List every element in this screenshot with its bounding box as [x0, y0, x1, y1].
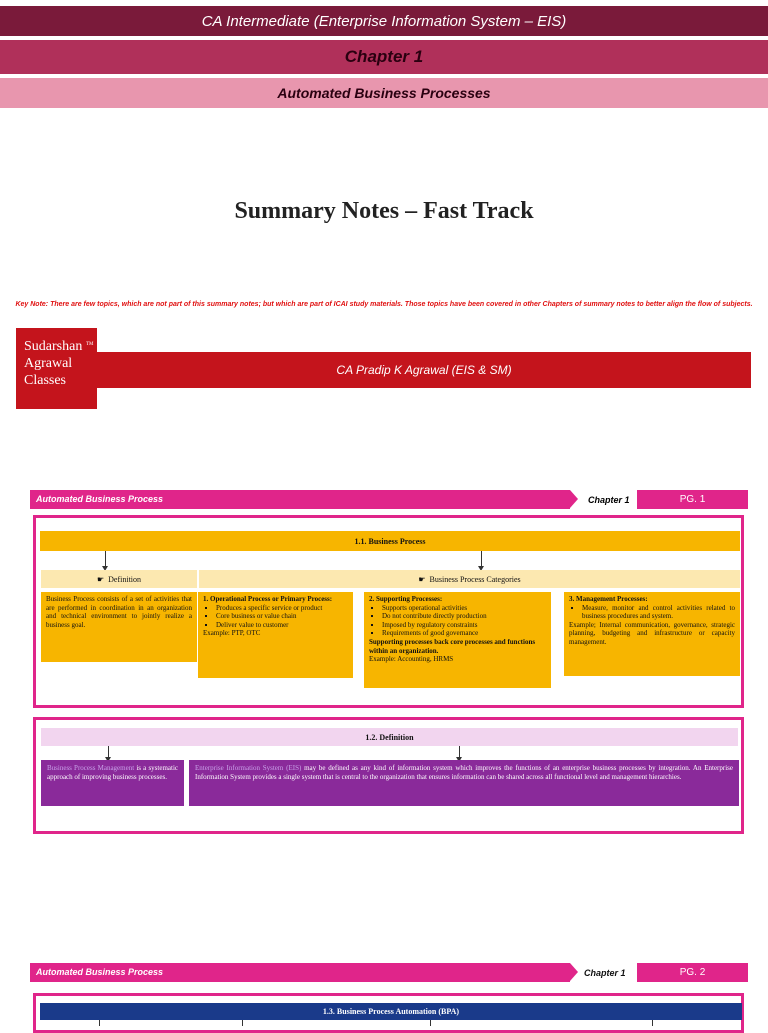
management-process-box — [564, 592, 740, 676]
definition-box — [41, 592, 197, 662]
page2-chapter-label: Chapter 1 — [584, 968, 626, 978]
page2-page-number: PG. 2 — [637, 963, 748, 982]
bpm-term: Business Process Management — [47, 764, 135, 772]
logo-line-1: Sudarshan — [24, 339, 83, 354]
arrow-definition — [105, 551, 106, 567]
key-note: Key Note: There are few topics, which are not part of this summary notes; but which are part of ICAI study materials. Those topics have been covered in other Chapters of summary notes to better align the flow of subjects. — [15, 301, 753, 308]
chapter-title: Chapter 1 — [344, 47, 424, 66]
topic-banner — [0, 78, 768, 108]
logo-line-3: Classes — [24, 373, 66, 388]
list-item: ▪ Measure, monitor and control activities related to business procedures and system. — [582, 604, 735, 621]
section-1-2-title: 1.2. Definition — [41, 728, 738, 746]
supporting-title: 2. Supporting Processes: — [369, 595, 443, 603]
page1-header: Automated Business Process — [30, 490, 570, 509]
list-item: ▪ Supports operational activities — [382, 604, 546, 613]
section-1-3-title: 1.3. Business Process Automation (BPA) — [40, 1003, 742, 1020]
definition-text: Business Process consists of a set of activities that are performed in coordination in an organization and technical environment to jointly realize a business goal. — [46, 595, 192, 629]
eis-text: may be defined as any kind of information system which improves the functions of an enterprise business processes by integration. An Enterprise Information System provides a single system that is central to the organization that ensures information can be shared across all functional level and management hierarchies. — [195, 764, 733, 781]
connector-tick — [652, 1020, 653, 1026]
course-banner — [0, 6, 768, 36]
list-item: ▪ Core business or value chain — [216, 612, 348, 621]
page2-header: Automated Business Process — [30, 963, 570, 982]
list-item: ▪ Deliver value to customer — [216, 621, 348, 630]
connector-tick — [242, 1020, 243, 1026]
page1-header-tip — [570, 490, 578, 508]
categories-label: Business Process Categories — [429, 574, 521, 584]
topic-title: Automated Business Processes — [277, 85, 491, 101]
list-item: ▪ Do not contribute directly production — [382, 612, 546, 621]
section-1-1-title: 1.1. Business Process — [40, 531, 740, 551]
author-name: CA Pradip K Agrawal (EIS & SM) — [336, 363, 512, 377]
categories-heading — [199, 570, 740, 588]
operational-example: Example: PTP, OTC — [203, 629, 261, 638]
supporting-note: Supporting processes back core processes and functions within an organization. — [369, 637, 536, 655]
list-item: ▪ Produces a specific service or product — [216, 604, 348, 613]
page1-chapter-label: Chapter 1 — [588, 495, 630, 505]
author-banner — [97, 352, 751, 388]
logo-trademark: TM — [86, 342, 94, 347]
logo-line-2: Agrawal — [24, 356, 73, 371]
definition-label: Definition — [108, 574, 142, 584]
operational-bullets — [203, 604, 348, 630]
supporting-bullets — [369, 604, 546, 638]
chapter-banner — [0, 40, 768, 74]
eis-definition-box — [189, 760, 739, 806]
list-item: ▪ Requirements of good governance — [382, 629, 546, 638]
operational-process-box — [198, 592, 353, 678]
page-title: Summary Notes – Fast Track — [234, 198, 534, 224]
management-example: Example; Internal communication, governance, strategic planning, budgeting and infrastructure or capacity management. — [569, 620, 735, 646]
definition-heading — [41, 570, 197, 588]
logo — [16, 328, 97, 409]
bpm-definition-box — [41, 760, 184, 806]
connector-tick — [430, 1020, 431, 1026]
arrow-categories — [481, 551, 482, 567]
arrow-eis — [459, 746, 460, 758]
course-title: CA Intermediate (Enterprise Information System – EIS) — [201, 12, 567, 30]
connector-tick — [99, 1020, 100, 1026]
list-item: ▪ Imposed by regulatory constraints — [382, 621, 546, 630]
page2-header-tip — [570, 963, 578, 981]
operational-title: 1. Operational Process or Primary Process: — [203, 595, 333, 603]
arrow-bpm — [108, 746, 109, 758]
hand-pointer-icon: ☛ — [96, 574, 105, 584]
hand-pointer-icon: ☛ — [418, 574, 426, 584]
management-bullets — [569, 604, 735, 621]
supporting-example: Example: Accounting, HRMS — [369, 655, 454, 664]
supporting-process-box — [364, 592, 551, 688]
bpm-text: is a systematic approach of improving business processes. — [47, 764, 179, 781]
management-title: 3. Management Processes: — [569, 595, 648, 603]
eis-term: Enterprise Information System (EIS) — [195, 764, 302, 772]
page1-page-number: PG. 1 — [637, 490, 748, 509]
